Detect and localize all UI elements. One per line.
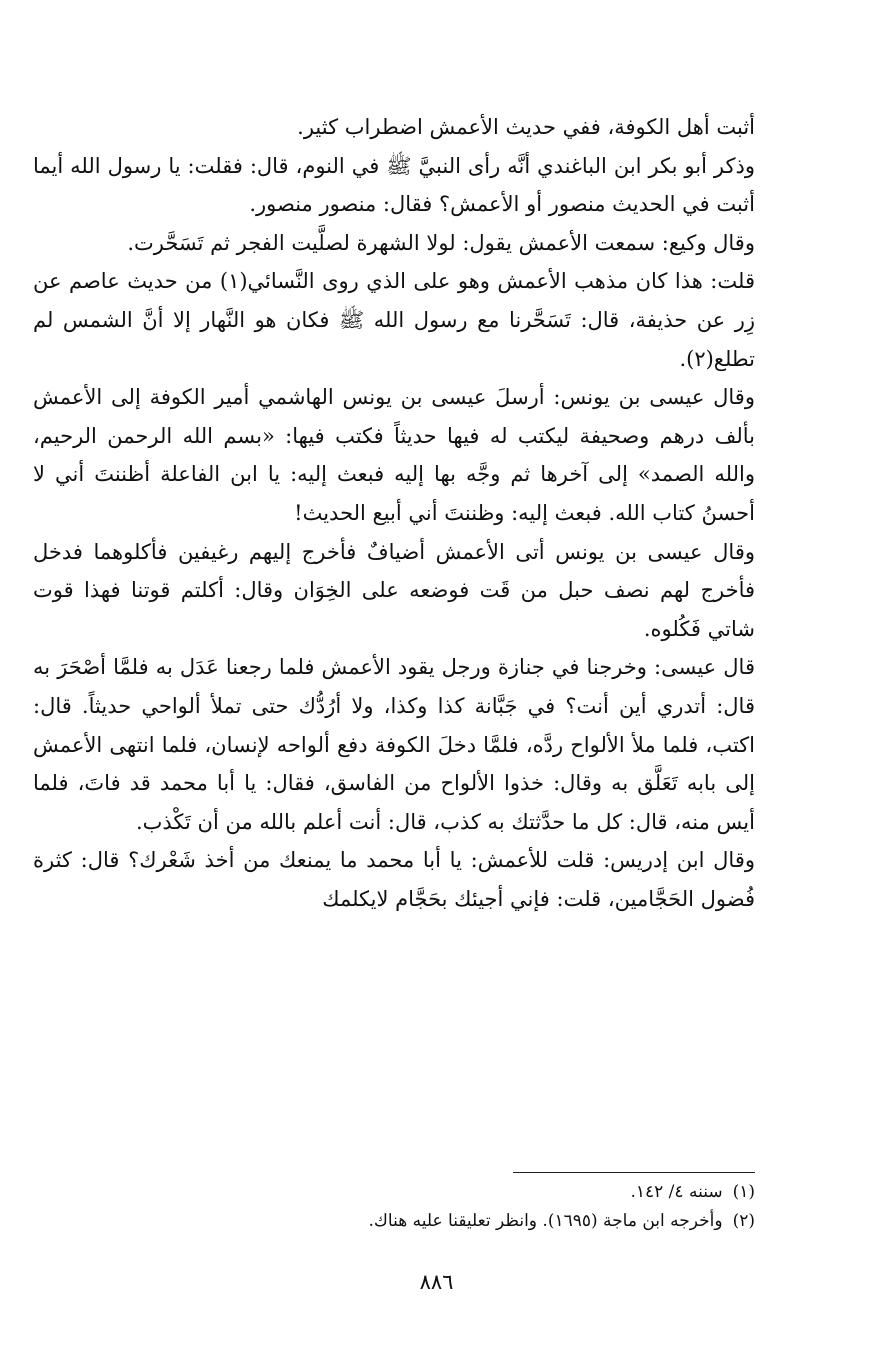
paragraph: وذكر أبو بكر ابن الباغندي أنَّه رأى النبيَّ ﷺ في النوم، قال: فقلت: يا رسول الله أيما أثبت في الحديث منصور أو الأعمش؟ فقال: منصور منصور. bbox=[33, 153, 755, 217]
footnote bbox=[33, 1207, 755, 1236]
main-text bbox=[33, 108, 755, 918]
paragraph: أثبت أهل الكوفة، ففي حديث الأعمش اضطراب كثير. bbox=[297, 115, 755, 139]
footnote-text: وأخرجه ابن ماجة (١٦٩٥). وانظر تعليقنا عليه هناك. bbox=[368, 1211, 723, 1231]
paragraph: قلت: هذا كان مذهب الأعمش وهو على الذي روى النَّسائي(١) من حديث عاصم عن زِر عن حذيفة، قال: تَسَحَّرنا مع رسول الله ﷺ فكان هو النَّهار إلا أنَّ الشمس لم تطلع(٢). bbox=[33, 269, 755, 371]
paragraph: وقال ابن إدريس: قلت للأعمش: يا أبا محمد ما يمنعك من أخذ شَعْرك؟ قال: كثرة فُضول الحَجَّامين، قلت: فإني أجيئك بحَجَّام لايكلمك bbox=[33, 848, 755, 911]
paragraph: وقال عيسى بن يونس: أرسلَ عيسى بن يونس الهاشمي أمير الكوفة إلى الأعمش بألف درهم وصحيفة ليكتب له فيها حديثاً فكتب فيها: «بسم الله الرحمن الرحيم، والله الصمد» إلى آخرها ثم وجَّه بها إليه فبعث إليه: يا ابن الفاعلة أظننتَ أني لا أحسنُ كتاب الله. فبعث إليه: وظننتَ أني أبيع الحديث! bbox=[33, 385, 756, 525]
footnote bbox=[33, 1178, 755, 1207]
page-number: ٨٨٦ bbox=[419, 1270, 454, 1294]
paragraph: وقال عيسى بن يونس أتى الأعمش أضيافٌ فأخرج إليهم رغيفين فأكلوهما فدخل فأخرج لهم نصف حبل من قَت فوضعه على الخِوَان وقال: أكلتم قوتنا فهذا قوت شاتي فَكُلوه. bbox=[33, 539, 755, 641]
footnote-number: (٢) bbox=[732, 1211, 755, 1231]
footnote-text: سننه ٤/ ١٤٢. bbox=[630, 1182, 723, 1202]
footnotes bbox=[33, 1178, 755, 1236]
footnote-number: (١) bbox=[732, 1182, 755, 1202]
paragraph: وقال وكيع: سمعت الأعمش يقول: لولا الشهرة لصلَّيت الفجر ثم تَسَحَّرت. bbox=[127, 230, 755, 255]
paragraph: قال عيسى: وخرجنا في جنازة ورجل يقود الأعمش فلما رجعنا عَدَل به فلمَّا أصْحَرَ به قال: أتدري أين أنت؟ في جَبَّانة كذا وكذا، ولا أرُدُّك حتى تملأ ألواحي حديثاً. قال: اكتب، فلما ملأ الألواح ردَّه، فلمَّا دخلَ الكوفة دفع ألواحه لإنسان، فلما انتهى الأعمش إلى بابه تَعَلَّق به وقال: خذوا الألواح من الفاسق، فقال: يا أبا محمد قد فاتَ، فلما أيس منه، قال: كل ما حدَّثتك به كذب، قال: أنت أعلم بالله من أن تَكْذب. bbox=[33, 655, 755, 834]
footnote-divider bbox=[513, 1172, 755, 1173]
